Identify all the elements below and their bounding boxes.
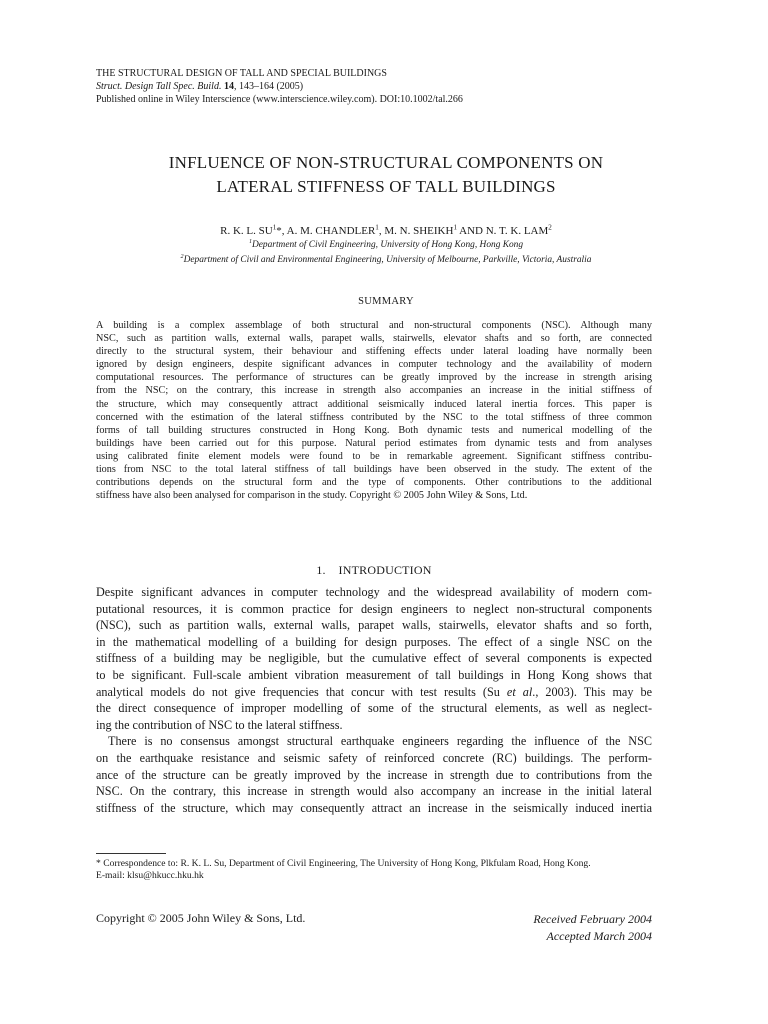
affiliation-mark: 2: [548, 223, 552, 232]
author-name: R. K. L. SU: [220, 225, 273, 237]
citation-etal: et al: [506, 684, 533, 699]
introduction-body: [96, 584, 652, 816]
summary-line: forms of tall building structures constructed in Hong Kong. Both dynamic tests and numerical modelling of the: [96, 424, 652, 436]
paper-title: [96, 151, 676, 199]
journal-abbrev: Struct. Design Tall Spec. Build.: [96, 81, 222, 92]
author-name: , M. N. SHEIKH: [378, 225, 454, 237]
summary-line: computational resources. The performance of structures can be greatly improved by the increase in strength arising: [96, 372, 652, 384]
journal-volume: 14: [223, 81, 234, 92]
summary-line: ignored by design engineers, despite significant advances in computer technology and the availability of modern: [96, 359, 652, 371]
body-line: (NSC), such as partition walls, external walls, parapet walls, stairwells, elevator shafts and so forth,: [96, 618, 652, 633]
body-line: on the earthquake resistance and seismic safety of reinforced concrete (RC) buildings. The perform-: [96, 750, 652, 765]
citation-text: ., 2003). This may be: [532, 684, 652, 699]
summary-line: directly to the structural system, their behaviour and stiffening effects under lateral loading have normally been: [96, 346, 652, 358]
footnote: [96, 858, 652, 883]
affiliation-text: Department of Civil and Environmental Engineering, University of Melbourne, Parkville, Victoria, Australia: [183, 255, 592, 265]
body-line: in the mathematical modelling of a building for design purposes. The effect of a single NSC on the: [96, 634, 652, 649]
affiliation-1: [96, 240, 676, 250]
summary-line: NSC, such as partition walls, external walls, parapet walls, stairwells, elevator shafts and so forth, are connected: [96, 333, 652, 345]
body-line: There is no consensus amongst structural earthquake engineers regarding the influence of the NSC: [108, 734, 652, 749]
summary-line: contributions depends on the structural form and the type of components. Other contributions to the additional: [96, 477, 652, 489]
body-line: ing the contribution of NSC to the lateral stiffness.: [96, 717, 343, 732]
affiliation-mark: 1: [272, 223, 277, 232]
footnote-email: E-mail: klsu@hkucc.hku.hk: [96, 870, 204, 882]
summary-line: the structure, which may consequently attract additional seismically induced lateral inertia forces. This paper is: [96, 398, 652, 410]
footnote-correspondence: * Correspondence to: R. K. L. Su, Department of Civil Engineering, The University of Hong Kong, Plkfulam Road, Hong Kong.: [96, 858, 591, 869]
title-line-2: LATERAL STIFFNESS OF TALL BUILDINGS: [216, 177, 556, 196]
body-line: putational resources, it is common practice for design engineers to neglect non-structural components: [96, 601, 652, 616]
received-date: Received February 2004: [533, 912, 652, 926]
summary-line: using calibrated finite element models were found to be in remarkable agreement. Significant stiffness contribu-: [96, 450, 652, 462]
accepted-date: Accepted March 2004: [546, 929, 652, 943]
journal-citation: [96, 80, 676, 93]
body-line: Despite significant advances in computer technology and the widespread availability of modern com-: [96, 585, 652, 599]
journal-pages: , 143–164 (2005): [233, 81, 304, 92]
section-heading-introduction: 1. INTRODUCTION: [316, 563, 432, 577]
affiliation-mark: 1: [248, 238, 252, 245]
title-line-1: INFLUENCE OF NON-STRUCTURAL COMPONENTS ON: [168, 153, 604, 172]
summary-line: A building is a complex assemblage of both structural and non-structural components (NSC). Although many: [96, 320, 652, 331]
submission-dates: [533, 911, 652, 945]
summary-line: from the NSC; on the contrary, this increase in strength also accompanies an increase in the initial stiffness of: [96, 385, 652, 397]
summary-line: stiffness have also been analysed for comparison in the study. Copyright © 2005 John Wiley & Sons, Ltd.: [96, 490, 528, 502]
summary-line: concerned with the estimation of the lateral stiffness contributed by the NSC to the total stiffness of three common: [96, 411, 652, 423]
affiliation-mark: 1: [375, 223, 379, 232]
body-line: to be significant. Full-scale ambient vibration measurement of tall buildings in Hong Kong shows that: [96, 667, 652, 682]
journal-doi: Published online in Wiley Interscience (www.interscience.wiley.com). DOI:10.1002/tal.266: [96, 94, 463, 105]
body-line: NSC. On the contrary, this increase in strength would also accompany an increase in the initial lateral: [96, 784, 652, 799]
affiliation-mark: 2: [180, 253, 184, 260]
body-line: the direct consequence of improper modelling of some of the structural elements, as well as neglect-: [96, 701, 652, 716]
body-line: stiffness of the structure, which may consequently attract an increase in the seismically induced inertia: [96, 800, 652, 815]
summary-line: tions from NSC to the total lateral stiffness of tall buildings have been observed in the study. The extent of the: [96, 464, 652, 476]
summary-line: buildings have been carried out for this purpose. Natural period estimates from dynamic tests and from analyses: [96, 437, 652, 449]
body-line: stiffness of a building may be negligible, but the cumulative effect of several components is expected: [96, 651, 652, 666]
affiliation-mark: 1: [453, 223, 458, 232]
body-line-citation: [96, 684, 652, 701]
citation-text: analytical models do not give frequencies that concur with test results (Su: [96, 684, 507, 699]
copyright-notice: Copyright © 2005 John Wiley & Sons, Ltd.: [96, 911, 306, 925]
affiliation-2: [96, 255, 676, 265]
affiliation-text: Department of Civil Engineering, University of Hong Kong, Hong Kong: [251, 240, 524, 250]
footnote-divider: [96, 853, 166, 854]
author-name: AND N. T. K. LAM: [457, 225, 549, 237]
journal-header: [96, 67, 676, 106]
journal-name: THE STRUCTURAL DESIGN OF TALL AND SPECIAL BUILDINGS: [96, 68, 387, 79]
summary-heading: SUMMARY: [358, 296, 414, 307]
author-name: *, A. M. CHANDLER: [276, 225, 376, 237]
author-list: [96, 225, 676, 238]
body-line: ance of the structure can be greatly improved by the increase in strength due to contributions from the: [96, 767, 652, 782]
summary-text: [96, 319, 652, 502]
